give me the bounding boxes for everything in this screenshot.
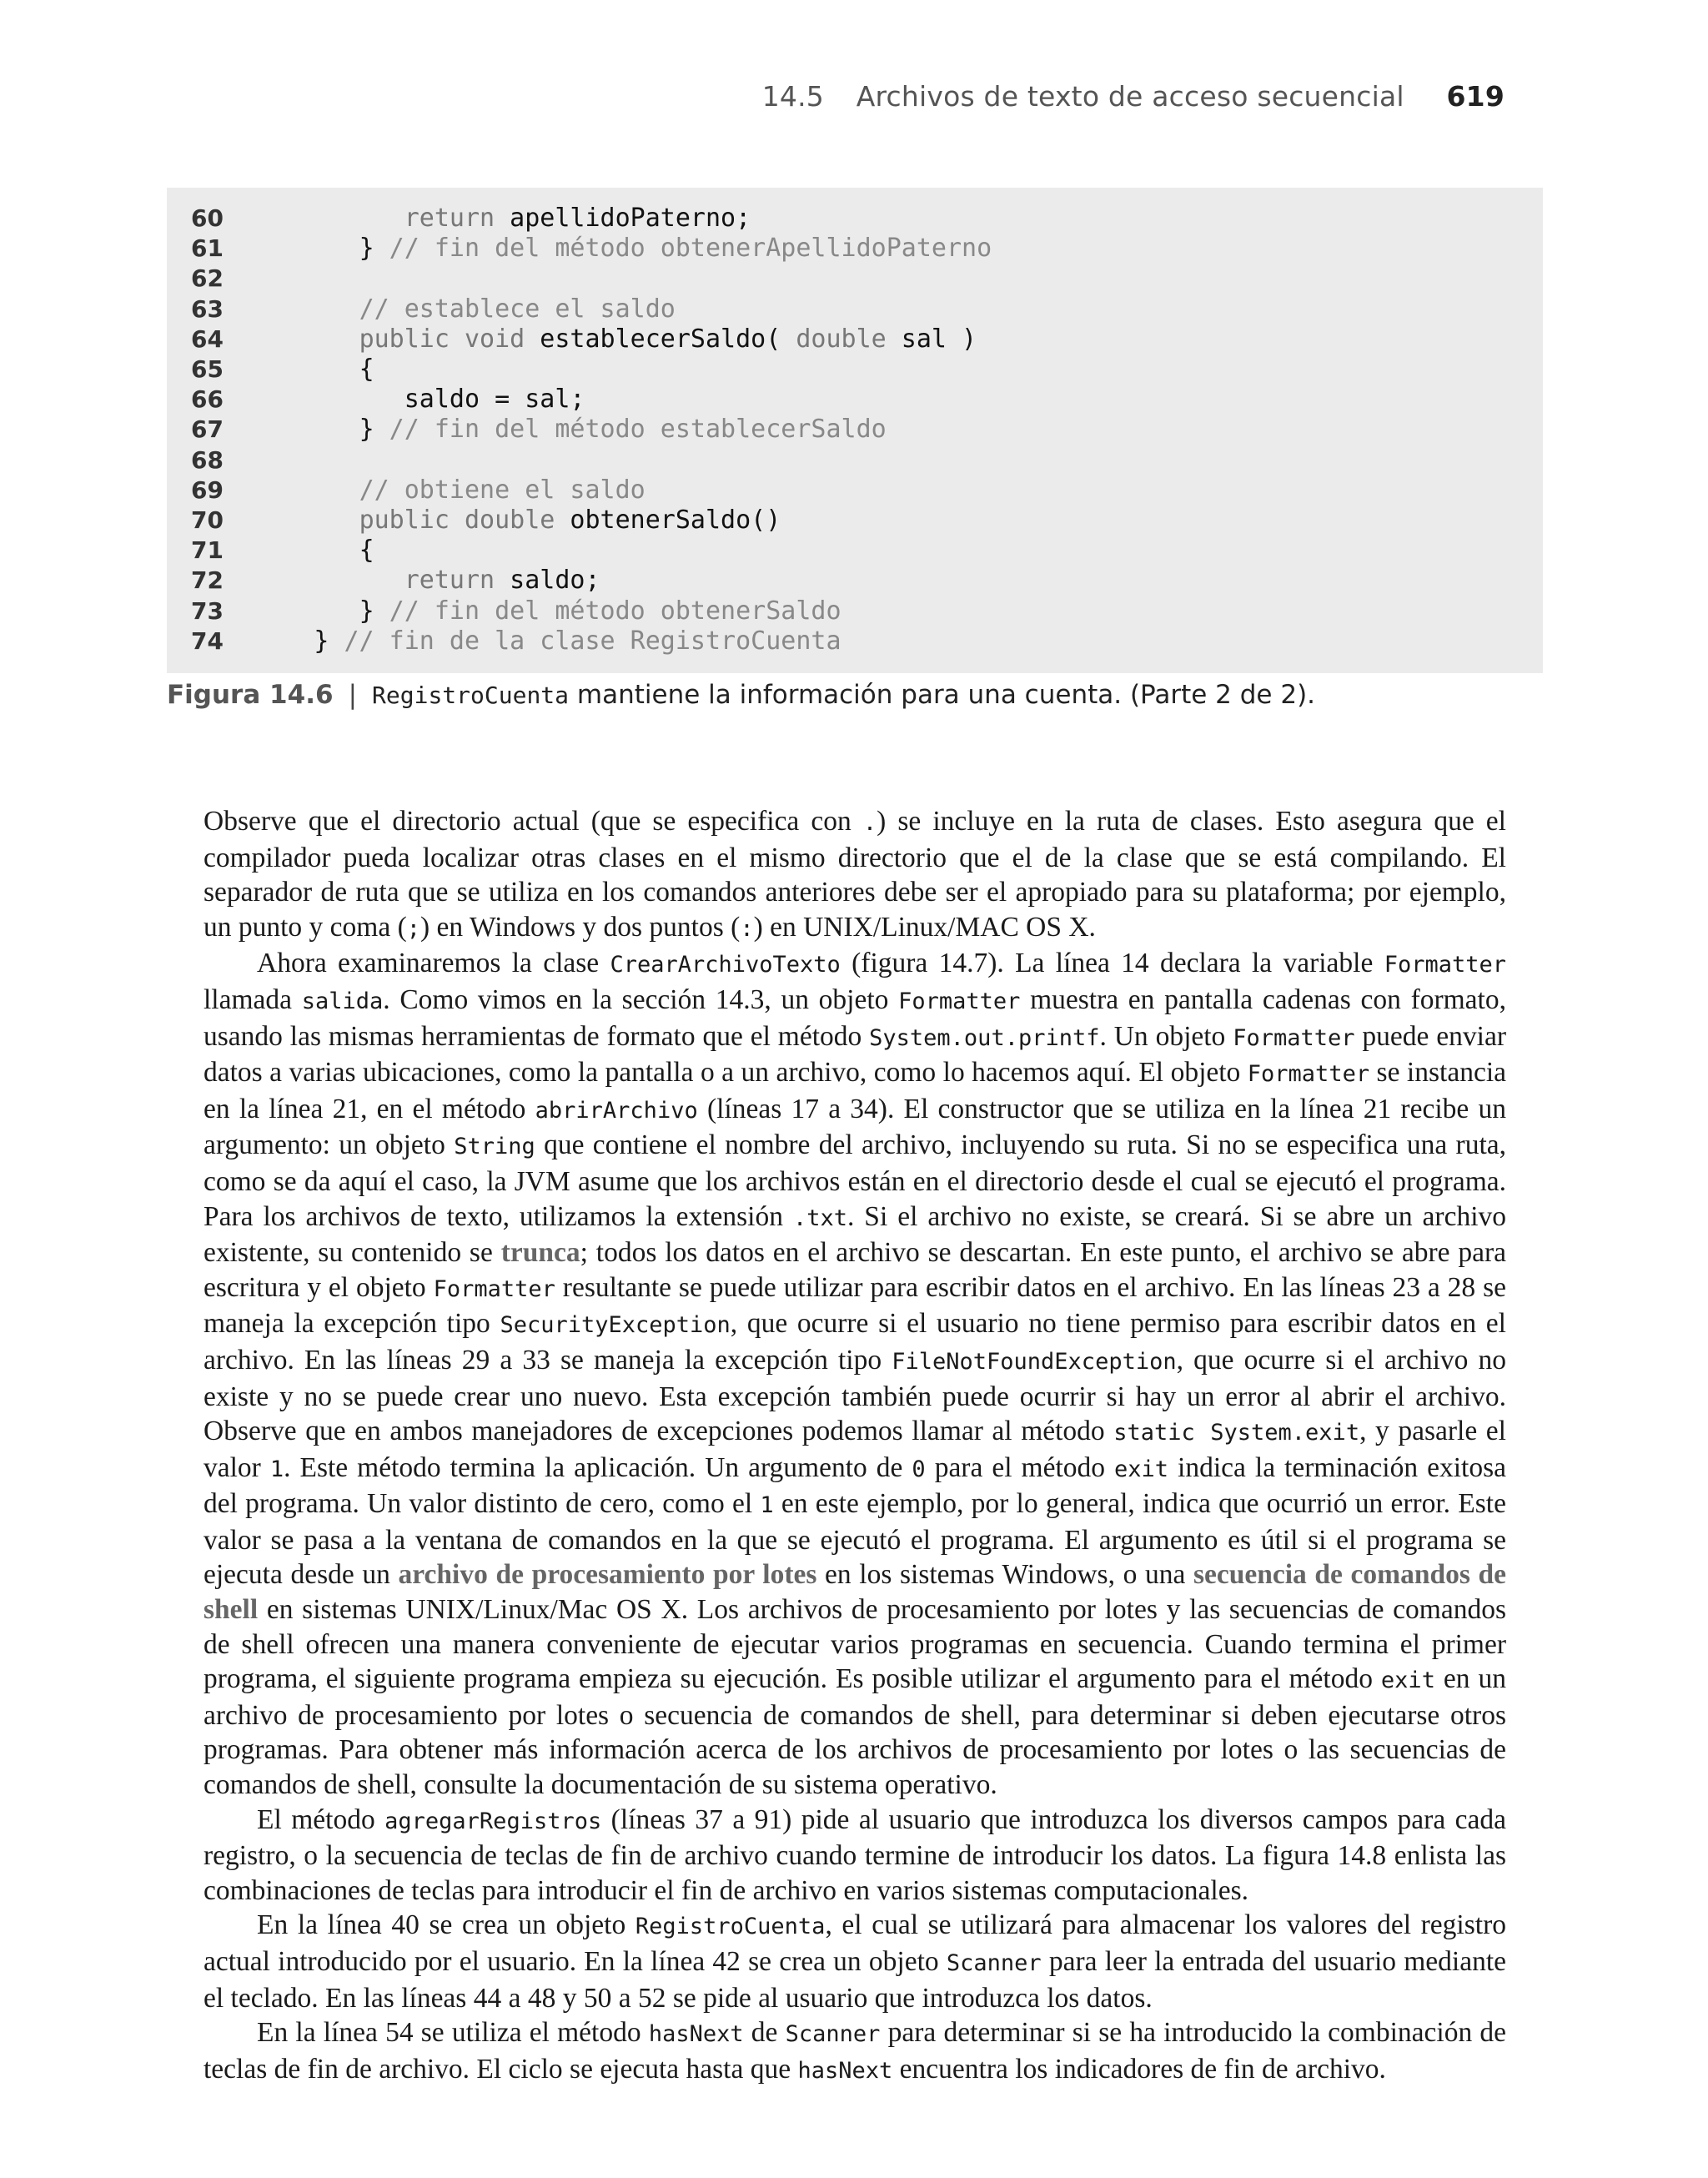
line-number: 71 xyxy=(191,536,224,565)
line-number: 70 xyxy=(191,506,224,534)
code-line xyxy=(185,506,781,536)
inline-code: 1 xyxy=(269,1456,284,1482)
line-number: 69 xyxy=(191,475,224,504)
inline-code: 0 xyxy=(912,1456,926,1482)
code-token xyxy=(269,385,404,414)
code-token: sal ) xyxy=(886,324,977,354)
key-term: archivo de procesamiento por lotes xyxy=(398,1559,817,1591)
inline-code: salida xyxy=(301,988,384,1014)
code-token xyxy=(269,536,359,565)
figure-caption xyxy=(167,680,1315,710)
code-keyword: public double xyxy=(359,506,555,535)
code-token: establecerSaldo( xyxy=(525,324,796,354)
inline-code: hasNext xyxy=(797,2057,893,2084)
code-line xyxy=(185,294,676,324)
key-term: secuencia de comandos de shell xyxy=(203,1559,1507,1626)
code-token xyxy=(269,415,359,444)
caption-code: RegistroCuenta xyxy=(372,682,570,709)
code-token xyxy=(269,204,404,233)
code-token: } xyxy=(314,626,329,656)
inline-code: System.out.printf xyxy=(869,1024,1100,1051)
inline-code: Formatter xyxy=(898,988,1021,1014)
inline-code: Formatter xyxy=(1384,952,1506,978)
paragraph: Observe que el directorio actual (que se especifica con .) se incluye en la ruta de clases. Esto asegura que el compilador pueda localizar otras clases en el mismo directorio que el de la clase que se está compilando. El separador de ruta que se utiliza en los comandos anteriores debe ser el apropiado para su plataforma; por ejemplo, un punto y coma (;) en Windows y dos puntos (:) en UNIX/Linux/MAC OS X. xyxy=(203,806,1506,943)
line-number: 68 xyxy=(191,445,224,474)
section-title: Archivos de texto de acceso secuencial xyxy=(856,80,1404,113)
code-token xyxy=(269,596,359,626)
code-keyword: public void xyxy=(359,324,525,354)
code-text xyxy=(224,355,374,384)
code-text xyxy=(224,566,600,595)
code-token: obtenerSaldo() xyxy=(555,506,781,535)
code-comment: // fin del método establecerSaldo xyxy=(374,415,887,445)
inline-code: Scanner xyxy=(946,1950,1042,1976)
inline-code: agregarRegistros xyxy=(384,1808,602,1834)
code-line xyxy=(185,204,751,234)
inline-code: RegistroCuenta xyxy=(635,1914,826,1940)
line-number: 60 xyxy=(191,204,224,232)
code-line xyxy=(185,445,269,475)
code-line xyxy=(185,626,841,656)
line-number: 62 xyxy=(191,264,224,293)
code-comment: // obtiene el saldo xyxy=(359,475,646,505)
inline-code: exit xyxy=(1114,1456,1169,1482)
code-line xyxy=(185,234,992,264)
inline-code: .txt xyxy=(792,1205,847,1231)
code-token xyxy=(269,234,359,263)
code-line xyxy=(185,385,585,415)
code-line xyxy=(185,475,646,506)
inline-code: Scanner xyxy=(785,2021,881,2048)
inline-code: FileNotFoundException xyxy=(892,1348,1177,1375)
code-text xyxy=(224,626,841,656)
code-token: } xyxy=(359,596,374,626)
paragraph: En la línea 40 se crea un objeto RegistroCuenta, el cual se utilizará para almacenar los valores del registro actual introducido por el usuario. En la línea 42 se crea un objeto Scanner para leer la entrada del usuario mediante el teclado. En las líneas 44 a 48 y 50 a 52 se pide al usuario que introduzca los datos. xyxy=(203,1909,1507,2014)
code-token xyxy=(269,475,359,505)
key-term: trunca xyxy=(500,1237,580,1269)
code-text xyxy=(224,415,887,444)
figure-label: Figura 14.6 xyxy=(167,680,334,710)
code-text xyxy=(224,324,977,354)
code-line xyxy=(185,566,600,596)
code-keyword: return xyxy=(404,204,495,233)
code-line xyxy=(185,264,269,294)
inline-code: static System.exit xyxy=(1113,1420,1360,1446)
code-token: { xyxy=(359,355,374,384)
code-listing xyxy=(167,188,1543,673)
line-number: 64 xyxy=(191,324,224,353)
code-keyword: double xyxy=(796,324,887,354)
caption-separator: | xyxy=(348,680,358,710)
code-text xyxy=(224,234,992,263)
code-line xyxy=(185,536,374,566)
code-text xyxy=(224,596,841,626)
paragraph: En la línea 54 se utiliza el método hasNext de Scanner para determinar si se ha introducido la combinación de teclas de fin de archivo. El ciclo se ejecuta hasta que hasNext encuentra los indicadores de fin de archivo. xyxy=(203,2017,1507,2085)
inline-code: Formatter xyxy=(433,1275,555,1302)
code-keyword: return xyxy=(404,566,495,596)
code-token: } xyxy=(359,415,374,445)
paragraph: Ahora examinaremos la clase CrearArchivoTexto (figura 14.7). La línea 14 declara la variable Formatter llamada salida. Como vimos en la sección 14.3, un objeto Formatter muestra en pantalla cadenas con formato, usando las mismas herramientas de formato que el método System.out.printf. Un objeto Formatter puede enviar datos a varias ubicaciones, como la pantalla o a un archivo, como lo hacemos aquí. El objeto Formatter se instancia en la línea 21, en el método abrirArchivo (líneas 17 a 34). El constructor que se utiliza en la línea 21 recibe un argumento: un objeto String que contiene el nombre del archivo, incluyendo su ruta. Si no se especifica una ruta, como se da aquí el caso, la JVM asume que los archivos están en el directorio desde el cual se ejecutó el programa. Para los archivos de texto, utilizamos la extensión .txt. Si el archivo no existe, se creará. Si se abre un archivo existente, su contenido se trunca; todos los datos en el archivo se descartan. En este punto, el archivo se abre para escritura y el objeto Formatter resultante se puede utilizar para escribir datos en el archivo. En las líneas 23 a 28 se maneja la excepción tipo SecurityException, que ocurre si el usuario no tiene permiso para escribir datos en el archivo. En las líneas 29 a 33 se maneja la excepción tipo FileNotFoundException, que ocurre si el archivo no existe y no se puede crear uno nuevo. Esta excepción también puede ocurrir si hay un error al abrir el archivo. Observe que en ambos manejadores de excepciones podemos llamar al método static System.exit, y pasarle el valor 1. Este método termina la aplicación. Un argumento de 0 para el método exit indica la terminación exitosa del programa. Un valor distinto de cero, como el 1 en este ejemplo, por lo general, indica que ocurrió un error. Este valor se pasa a la ventana de comandos en la que se ejecutó el programa. El argumento es útil si el programa se ejecuta desde un archivo de procesamiento por lotes en los sistemas Windows, o una secuencia de comandos de shell en sistemas UNIX/Linux/Mac OS X. Los archivos de procesamiento por lotes y las secuencias de comandos de shell ofrecen una manera conveniente de ejecutar varios programas en secuencia. Cuando termina el primer programa, el siguiente programa empieza su ejecución. Es posible utilizar el argumento para el método exit en un archivo de procesamiento por lotes o secuencia de comandos de shell, para determinar si deben ejecutarse otros programas. Para obtener más información acerca de los archivos de procesamiento por lotes o las secuencias de comandos de shell, consulte la documentación de su sistema operativo. xyxy=(203,948,1507,1801)
inline-code: CrearArchivoTexto xyxy=(610,952,841,978)
code-comment: // establece el saldo xyxy=(359,294,676,324)
inline-code: . xyxy=(862,810,877,836)
code-text xyxy=(224,506,781,535)
body-text xyxy=(203,804,1506,2088)
inline-code: SecurityException xyxy=(500,1312,731,1339)
code-text xyxy=(224,536,374,565)
line-number: 72 xyxy=(191,566,224,595)
code-line xyxy=(185,596,841,626)
caption-text: mantiene la información para una cuenta. (Parte 2 de 2). xyxy=(569,680,1316,710)
section-number: 14.5 xyxy=(761,80,824,113)
code-token: } xyxy=(359,234,374,264)
inline-code: hasNext xyxy=(648,2021,744,2048)
code-line xyxy=(185,415,887,445)
page-number: 619 xyxy=(1446,80,1505,113)
code-text xyxy=(224,475,646,505)
code-token: apellidoPaterno; xyxy=(495,204,751,233)
code-comment: // fin del método obtenerSaldo xyxy=(374,596,841,626)
code-token xyxy=(269,626,314,656)
line-number: 61 xyxy=(191,234,224,263)
inline-code: ; xyxy=(406,915,421,942)
line-number: 67 xyxy=(191,415,224,444)
line-number: 65 xyxy=(191,355,224,383)
code-token xyxy=(269,324,359,354)
inline-code: Formatter xyxy=(1247,1061,1370,1088)
inline-code: abrirArchivo xyxy=(535,1097,698,1124)
inline-code: String xyxy=(454,1134,535,1160)
running-head xyxy=(762,80,1505,113)
line-number: 63 xyxy=(191,294,224,323)
inline-code: Formatter xyxy=(1233,1024,1355,1051)
code-comment: // fin del método obtenerApellidoPaterno xyxy=(374,234,992,264)
code-line xyxy=(185,324,977,355)
paragraph: El método agregarRegistros (líneas 37 a 91) pide al usuario que introduzca los diversos campos para cada registro, o la secuencia de teclas de fin de archivo cuando termine de introducir los datos. La figura 14.8 enlista las combinaciones de teclas para introducir el fin de archivo en varios sistemas computacionales. xyxy=(203,1803,1506,1906)
code-text xyxy=(224,445,269,475)
code-token: { xyxy=(359,536,374,566)
inline-code: 1 xyxy=(760,1492,774,1519)
code-token xyxy=(269,294,359,324)
code-token xyxy=(269,355,359,384)
code-comment: // fin de la clase RegistroCuenta xyxy=(329,626,841,656)
code-text xyxy=(224,204,751,233)
line-number: 73 xyxy=(191,596,224,625)
line-number: 74 xyxy=(191,626,224,655)
code-text xyxy=(224,294,676,324)
inline-code: exit xyxy=(1380,1667,1435,1694)
code-token xyxy=(269,566,404,595)
code-token: saldo; xyxy=(495,566,600,596)
code-token xyxy=(269,506,359,535)
code-line xyxy=(185,355,374,385)
code-text xyxy=(224,264,269,293)
code-token: saldo = sal; xyxy=(404,385,585,415)
line-number: 66 xyxy=(191,385,224,414)
inline-code: : xyxy=(740,915,754,942)
code-text xyxy=(224,385,585,414)
